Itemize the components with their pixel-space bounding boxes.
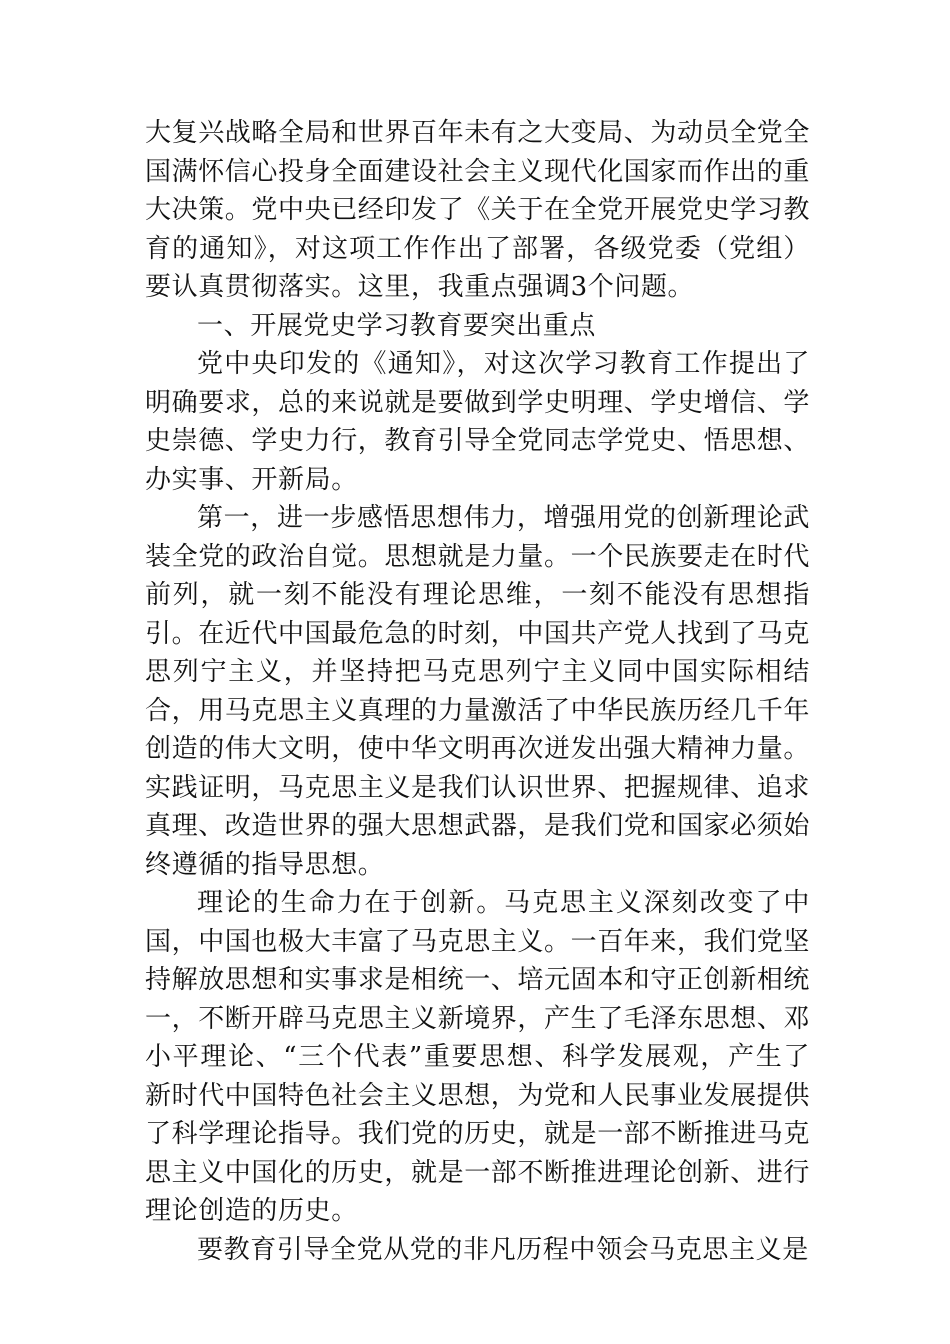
section-heading: 一、开展党史学习教育要突出重点 [197,310,597,341]
paragraph-continuation: 大复兴战略全局和世界百年未有之大变局、为动员全党全国满怀信心投身全面建设社会主义现代化国家而作出的重大决策。党中央已经印发了《关于在全党开展党史学习教育的通知》，对这项工作作出了部署，各级党委（党组）要认真贯彻落实。这里，我重点强调3个问题。 [145,118,811,302]
document-body [145,114,810,1269]
paragraph-theory-innovation: 理论的生命力在于创新。马克思主义深刻改变了中国，中国也极大丰富了马克思主义。一百年来，我们党坚持解放思想和实事求是相统一、培元固本和守正创新相统一，不断开辟马克思主义新境界，产生了毛泽东思想、邓小平理论、“三个代表”重要思想、科学发展观，产生了新时代中国特色社会主义思想，为党和人民事业发展提供了科学理论指导。我们党的历史，就是一部不断推进马克思主义中国化的历史，就是一部不断推进理论创新、进行理论创造的历史。 [145,888,811,1226]
paragraph-notice-requirements: 党中央印发的《通知》，对这次学习教育工作提出了明确要求，总的来说就是要做到学史明理、学史增信、学史崇德、学史力行，教育引导全党同志学党史、悟思想、办实事、开新局。 [145,349,811,495]
paragraph-first-point: 第一，进一步感悟思想伟力，增强用党的创新理论武装全党的政治自觉。思想就是力量。一个民族要走在时代前列，就一刻不能没有理论思维，一刻不能没有思想指引。在近代中国最危急的时刻，中国共产党人找到了马克思列宁主义，并坚持把马克思列宁主义同中国实际相结合，用马克思主义真理的力量激活了中华民族历经几千年创造的伟大文明，使中华文明再次迸发出强大精神力量。实践证明，马克思主义是我们认识世界、把握规律、追求真理、改造世界的强大思想武器，是我们党和国家必须始终遵循的指导思想。 [145,503,811,880]
paragraph-education-guidance: 要教育引导全党从党的非凡历程中领会马克思主义是 [197,1234,809,1265]
